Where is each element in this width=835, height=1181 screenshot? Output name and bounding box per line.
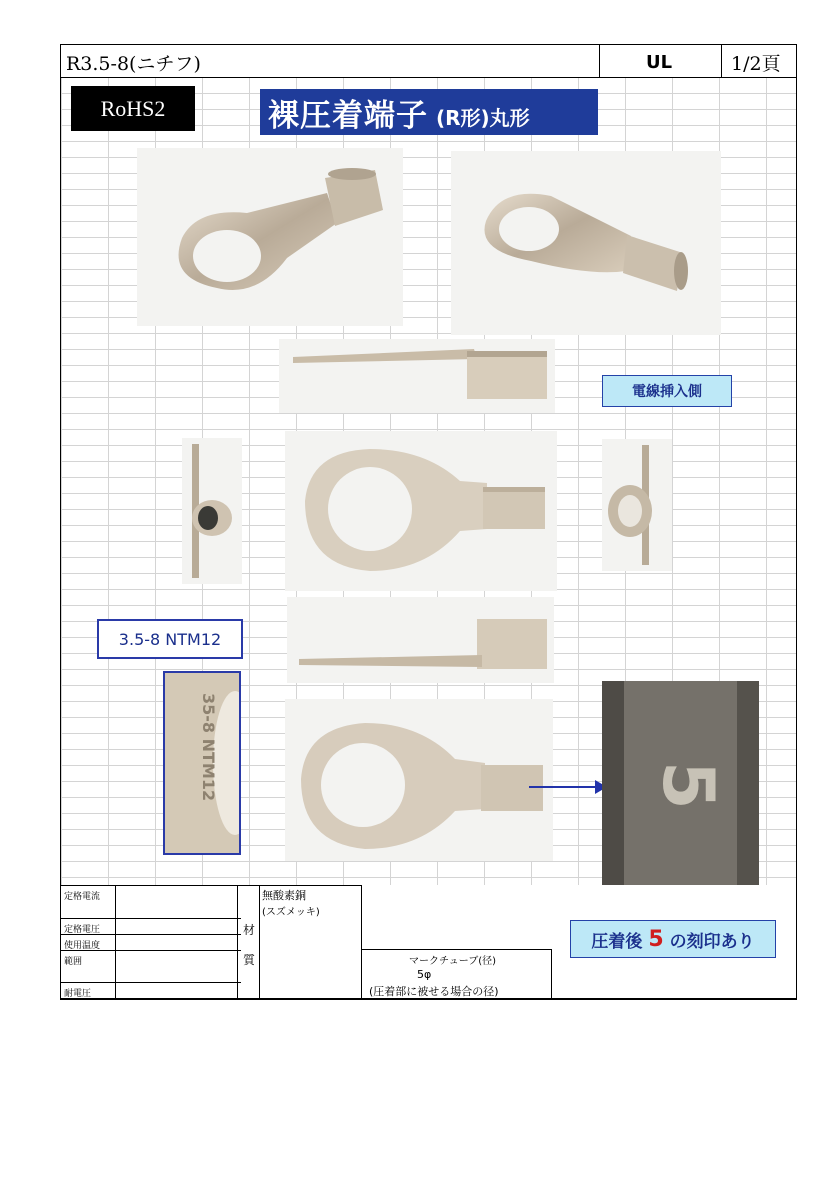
marker-tube-value: 5φ <box>417 968 432 981</box>
material-value: 無酸素銅 <box>262 889 306 902</box>
spec-sheet <box>60 44 797 1000</box>
terminal-photo-image <box>182 438 242 584</box>
photo-bottom-view <box>285 699 553 861</box>
model-name: R3.5-8(ニチフ) <box>66 53 201 75</box>
temperature-label: 使用温度 <box>64 941 101 951</box>
marking-text-label: 3.5-8 NTM12 <box>97 619 243 659</box>
marker-tube-note: (圧着部に被せる場合の径) <box>369 985 499 998</box>
photo-angled-left <box>137 148 403 326</box>
photo-top-view <box>285 431 557 591</box>
stamp-note <box>570 920 776 958</box>
wire-insertion-label: 電線挿入側 <box>602 375 732 407</box>
plating-value: (スズメッキ) <box>262 907 320 918</box>
page-title <box>260 89 598 135</box>
title-sub: (R形)丸形 <box>436 105 530 130</box>
stamp-suffix: の刻印あり <box>669 931 755 952</box>
terminal-photo-image <box>285 699 553 861</box>
page-number: 1/2頁 <box>731 53 781 75</box>
terminal-photo-image <box>285 431 557 591</box>
stamped-digit: 5 <box>647 761 729 810</box>
photo-stamp-closeup <box>602 681 759 887</box>
terminal-photo-image <box>137 148 403 326</box>
terminal-photo-image <box>602 681 759 887</box>
withstand-voltage-label: 耐電圧 <box>64 989 92 999</box>
rohs-badge: RoHS2 <box>71 86 195 131</box>
rated-voltage-label: 定格電圧 <box>64 925 101 935</box>
marker-tube-label: マークチューブ(径) <box>409 956 497 967</box>
rated-current-label: 定格電流 <box>64 892 101 902</box>
arrow-icon <box>529 777 607 797</box>
material-label-2: 質 <box>243 953 256 967</box>
terminal-photo-image <box>451 151 721 335</box>
terminal-photo-image <box>287 597 554 683</box>
photo-end-left <box>182 438 242 584</box>
photo-end-right <box>602 439 672 571</box>
photo-angled-right <box>451 151 721 335</box>
header-row <box>61 45 797 78</box>
photo-marking-closeup <box>163 671 241 855</box>
range-label: 範囲 <box>64 957 83 967</box>
header-divider <box>599 45 600 77</box>
title-main: 裸圧着端子 <box>268 97 428 134</box>
header-divider <box>721 45 722 77</box>
stamp-number: 5 <box>648 926 664 952</box>
terminal-photo-image <box>165 673 239 853</box>
terminal-photo-image <box>602 439 672 571</box>
embossed-text: 35-8 NTM12 <box>199 693 218 802</box>
photo-side-top <box>279 339 555 413</box>
stamp-prefix: 圧着後 <box>591 931 643 952</box>
ul-cert: UL <box>646 52 673 73</box>
material-label-1: 材 <box>243 923 256 937</box>
terminal-photo-image <box>279 339 555 413</box>
photo-side-bottom <box>287 597 554 683</box>
